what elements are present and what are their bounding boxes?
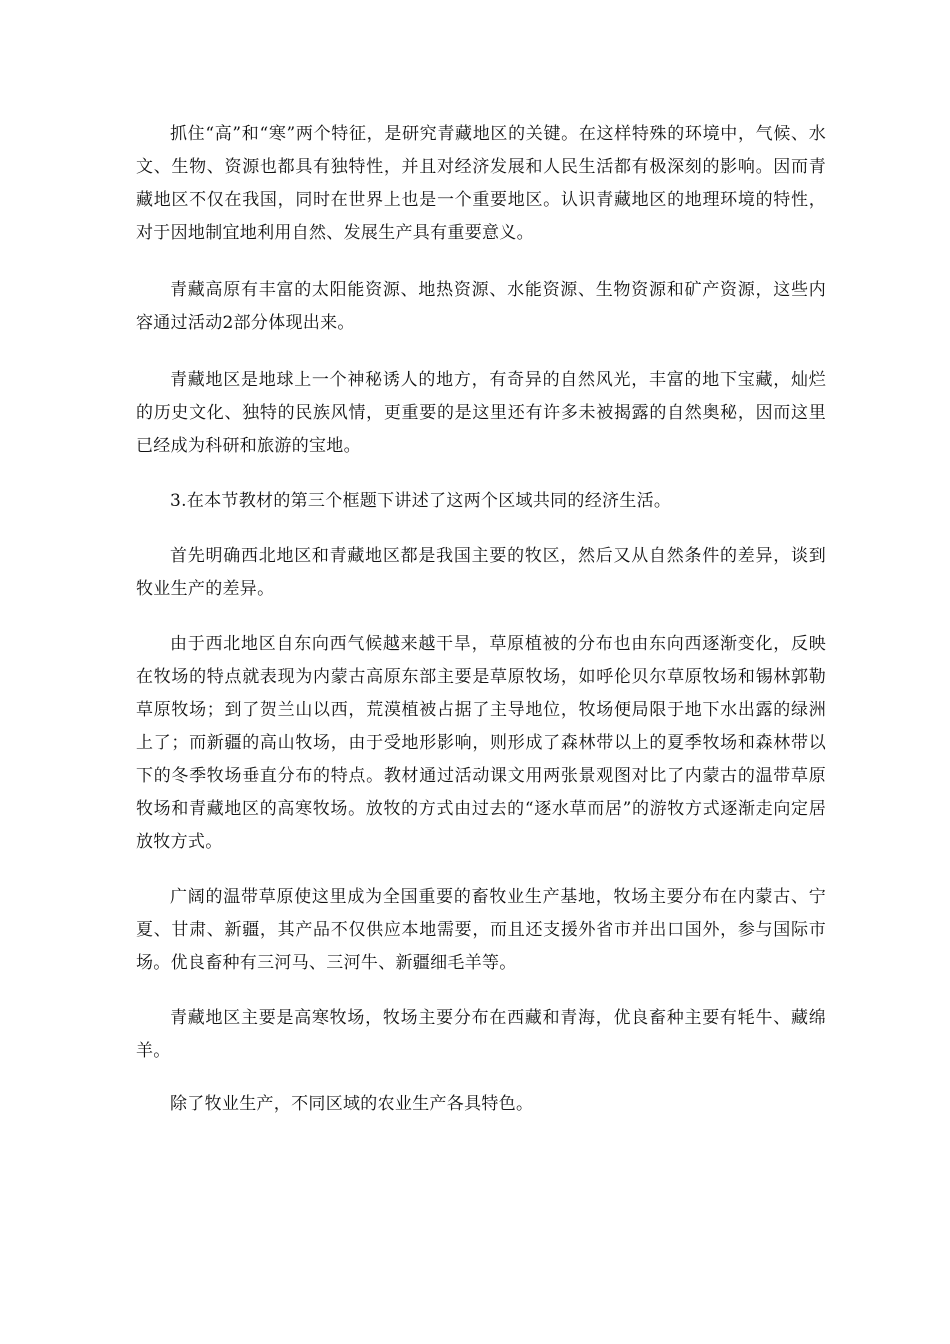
- paragraph-section-3: 3.在本节教材的第三个框题下讲述了这两个区域共同的经济生活。: [170, 491, 672, 511]
- paragraph-northwest-pastures: 由于西北地区自东向西气候越来越干旱，草原植被的分布也由东向西逐渐变化，反映在牧场的特点就表现为内蒙古高原东部主要是草原牧场，如呼伦贝尔草原牧场和锡林郭勒草原牧场；到了贺兰山以西，荒漠植被占据了主导地位，牧场便局限于地下水出露的绿洲上了；而新疆的高山牧场，由于受地形影响，则形成了森林带以上的夏季牧场和森林带以下的冬季牧场垂直分布的特点。教材通过活动课文用两张景观图对比了内蒙古的温带草原牧场和青藏地区的高寒牧场。放牧的方式由过去的“逐水草而居”的游牧方式逐渐走向定居放牧方式。: [136, 634, 826, 852]
- paragraph-qingzang-mystery: 青藏地区是地球上一个神秘诱人的地方，有奇异的自然风光，丰富的地下宝藏，灿烂的历史文化、独特的民族风情，更重要的是这里还有许多未被揭露的自然奥秘，因而这里已经成为科研和旅游的宝地。: [136, 370, 826, 456]
- paragraph-temperate-grassland: 广阔的温带草原使这里成为全国重要的畜牧业生产基地，牧场主要分布在内蒙古、宁夏、甘肃、新疆，其产品不仅供应本地需要，而且还支援外省市并出口国外，参与国际市场。优良畜种有三河马、三河牛、新疆细毛羊等。: [136, 887, 826, 973]
- paragraph-pastoral-areas: 首先明确西北地区和青藏地区都是我国主要的牧区，然后又从自然条件的差异，谈到牧业生产的差异。: [136, 546, 826, 599]
- paragraph-qingzang-resources: 青藏高原有丰富的太阳能资源、地热资源、水能资源、生物资源和矿产资源，这些内容通过活动2部分体现出来。: [136, 280, 826, 333]
- paragraph-agriculture: 除了牧业生产，不同区域的农业生产各具特色。: [170, 1094, 534, 1114]
- paragraph-high-cold-features: 抓住“高”和“寒”两个特征，是研究青藏地区的关键。在这样特殊的环境中，气候、水文、生物、资源也都具有独特性，并且对经济发展和人民生活都有极深刻的影响。因而青藏地区不仅在我国，同时在世界上也是一个重要地区。认识青藏地区的地理环境的特性，对于因地制宜地利用自然、发展生产具有重要意义。: [136, 124, 826, 243]
- paragraph-alpine-pastures: 青藏地区主要是高寒牧场，牧场主要分布在西藏和青海，优良畜种主要有牦牛、藏绵羊。: [136, 1008, 826, 1061]
- document-body: [136, 118, 826, 1141]
